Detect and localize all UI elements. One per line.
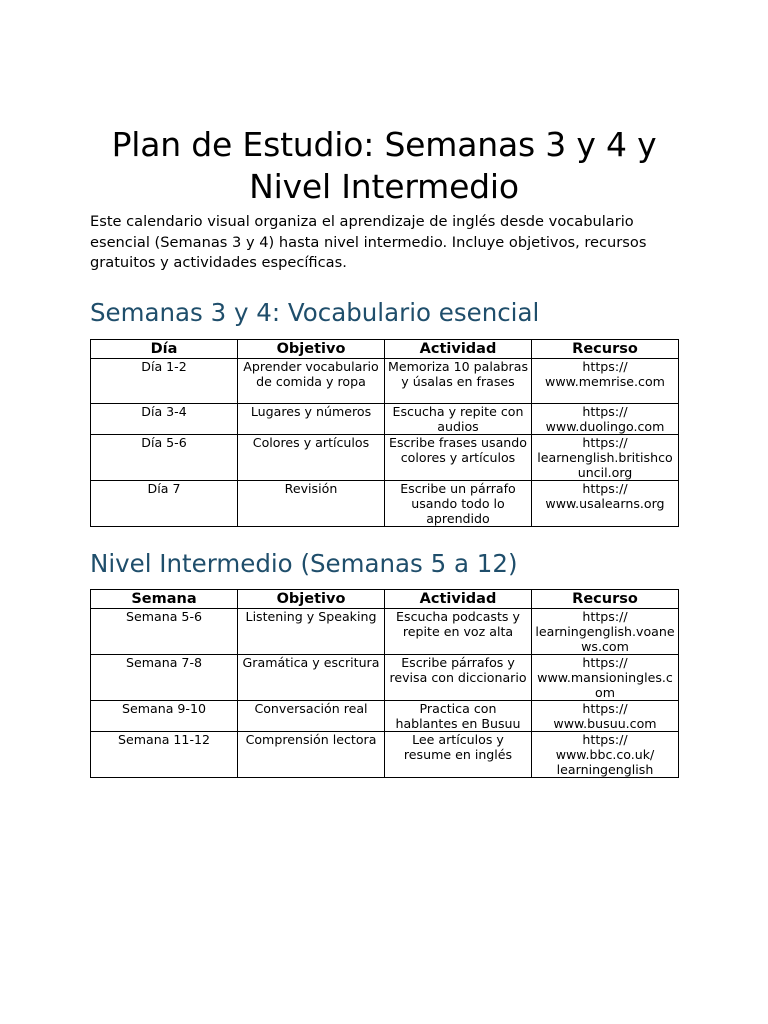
cell-dia: Día 3-4 (91, 404, 238, 435)
cell-objetivo: Colores y artículos (238, 435, 385, 481)
cell-dia: Día 1-2 (91, 359, 238, 404)
cell-recurso-link[interactable]: https:// learningenglish.voanews.com (532, 609, 679, 655)
table-row (91, 655, 679, 701)
cell-objetivo: Lugares y números (238, 404, 385, 435)
column-header-actividad: Actividad (385, 340, 532, 359)
table-row (91, 435, 679, 481)
intermediate-table (90, 589, 679, 778)
column-header-semana: Semana (91, 590, 238, 609)
table-row (91, 404, 679, 435)
cell-recurso-link[interactable]: https:// learnenglish.britishcouncil.org (532, 435, 679, 481)
cell-actividad: Memoriza 10 palabras y úsalas en frases (385, 359, 532, 404)
cell-dia: Día 5-6 (91, 435, 238, 481)
cell-semana: Semana 11-12 (91, 732, 238, 778)
table-row (91, 481, 679, 527)
page-title: Plan de Estudio: Semanas 3 y 4 y Nivel Intermedio (111, 125, 657, 206)
cell-recurso-link[interactable]: https:// www.busuu.com (532, 701, 679, 732)
cell-actividad: Escribe un párrafo usando todo lo aprendido (385, 481, 532, 527)
section-heading-intermediate: Nivel Intermedio (Semanas 5 a 12) (90, 549, 518, 578)
column-header-recurso: Recurso (532, 590, 679, 609)
cell-dia: Día 7 (91, 481, 238, 527)
cell-semana: Semana 9-10 (91, 701, 238, 732)
cell-objetivo: Listening y Speaking (238, 609, 385, 655)
cell-actividad: Escribe frases usando colores y artículos (385, 435, 532, 481)
table-row (91, 609, 679, 655)
intro-paragraph: Este calendario visual organiza el aprendizaje de inglés desde vocabulario esencial (Semanas 3 y 4) hasta nivel intermedio. Incluye objetivos, recursos gratuitos y actividades específicas. (90, 213, 647, 272)
cell-semana: Semana 5-6 (91, 609, 238, 655)
cell-actividad: Lee artículos y resume en inglés (385, 732, 532, 778)
table-header-row (91, 590, 679, 609)
cell-actividad: Escribe párrafos y revisa con diccionario (385, 655, 532, 701)
cell-recurso-link[interactable]: https:// www.memrise.com (532, 359, 679, 404)
table-row (91, 359, 679, 404)
cell-recurso-link[interactable]: https:// www.duolingo.com (532, 404, 679, 435)
cell-objetivo: Revisión (238, 481, 385, 527)
cell-recurso-link[interactable]: https:// www.mansioningles.com (532, 655, 679, 701)
column-header-dia: Día (91, 340, 238, 359)
table-header-row (91, 340, 679, 359)
section-heading-weeks-3-4: Semanas 3 y 4: Vocabulario esencial (90, 298, 540, 327)
cell-recurso-link[interactable]: https:// www.bbc.co.uk/ learningenglish (532, 732, 679, 778)
cell-actividad: Escucha podcasts y repite en voz alta (385, 609, 532, 655)
cell-recurso-link[interactable]: https:// www.usalearns.org (532, 481, 679, 527)
column-header-recurso: Recurso (532, 340, 679, 359)
table-row (91, 701, 679, 732)
column-header-objetivo: Objetivo (238, 340, 385, 359)
cell-objetivo: Aprender vocabulario de comida y ropa (238, 359, 385, 404)
cell-semana: Semana 7-8 (91, 655, 238, 701)
cell-objetivo: Conversación real (238, 701, 385, 732)
cell-actividad: Escucha y repite con audios (385, 404, 532, 435)
column-header-actividad: Actividad (385, 590, 532, 609)
cell-objetivo: Gramática y escritura (238, 655, 385, 701)
cell-actividad: Practica con hablantes en Busuu (385, 701, 532, 732)
weeks-3-4-table (90, 339, 679, 527)
column-header-objetivo: Objetivo (238, 590, 385, 609)
table-row (91, 732, 679, 778)
cell-objetivo: Comprensión lectora (238, 732, 385, 778)
